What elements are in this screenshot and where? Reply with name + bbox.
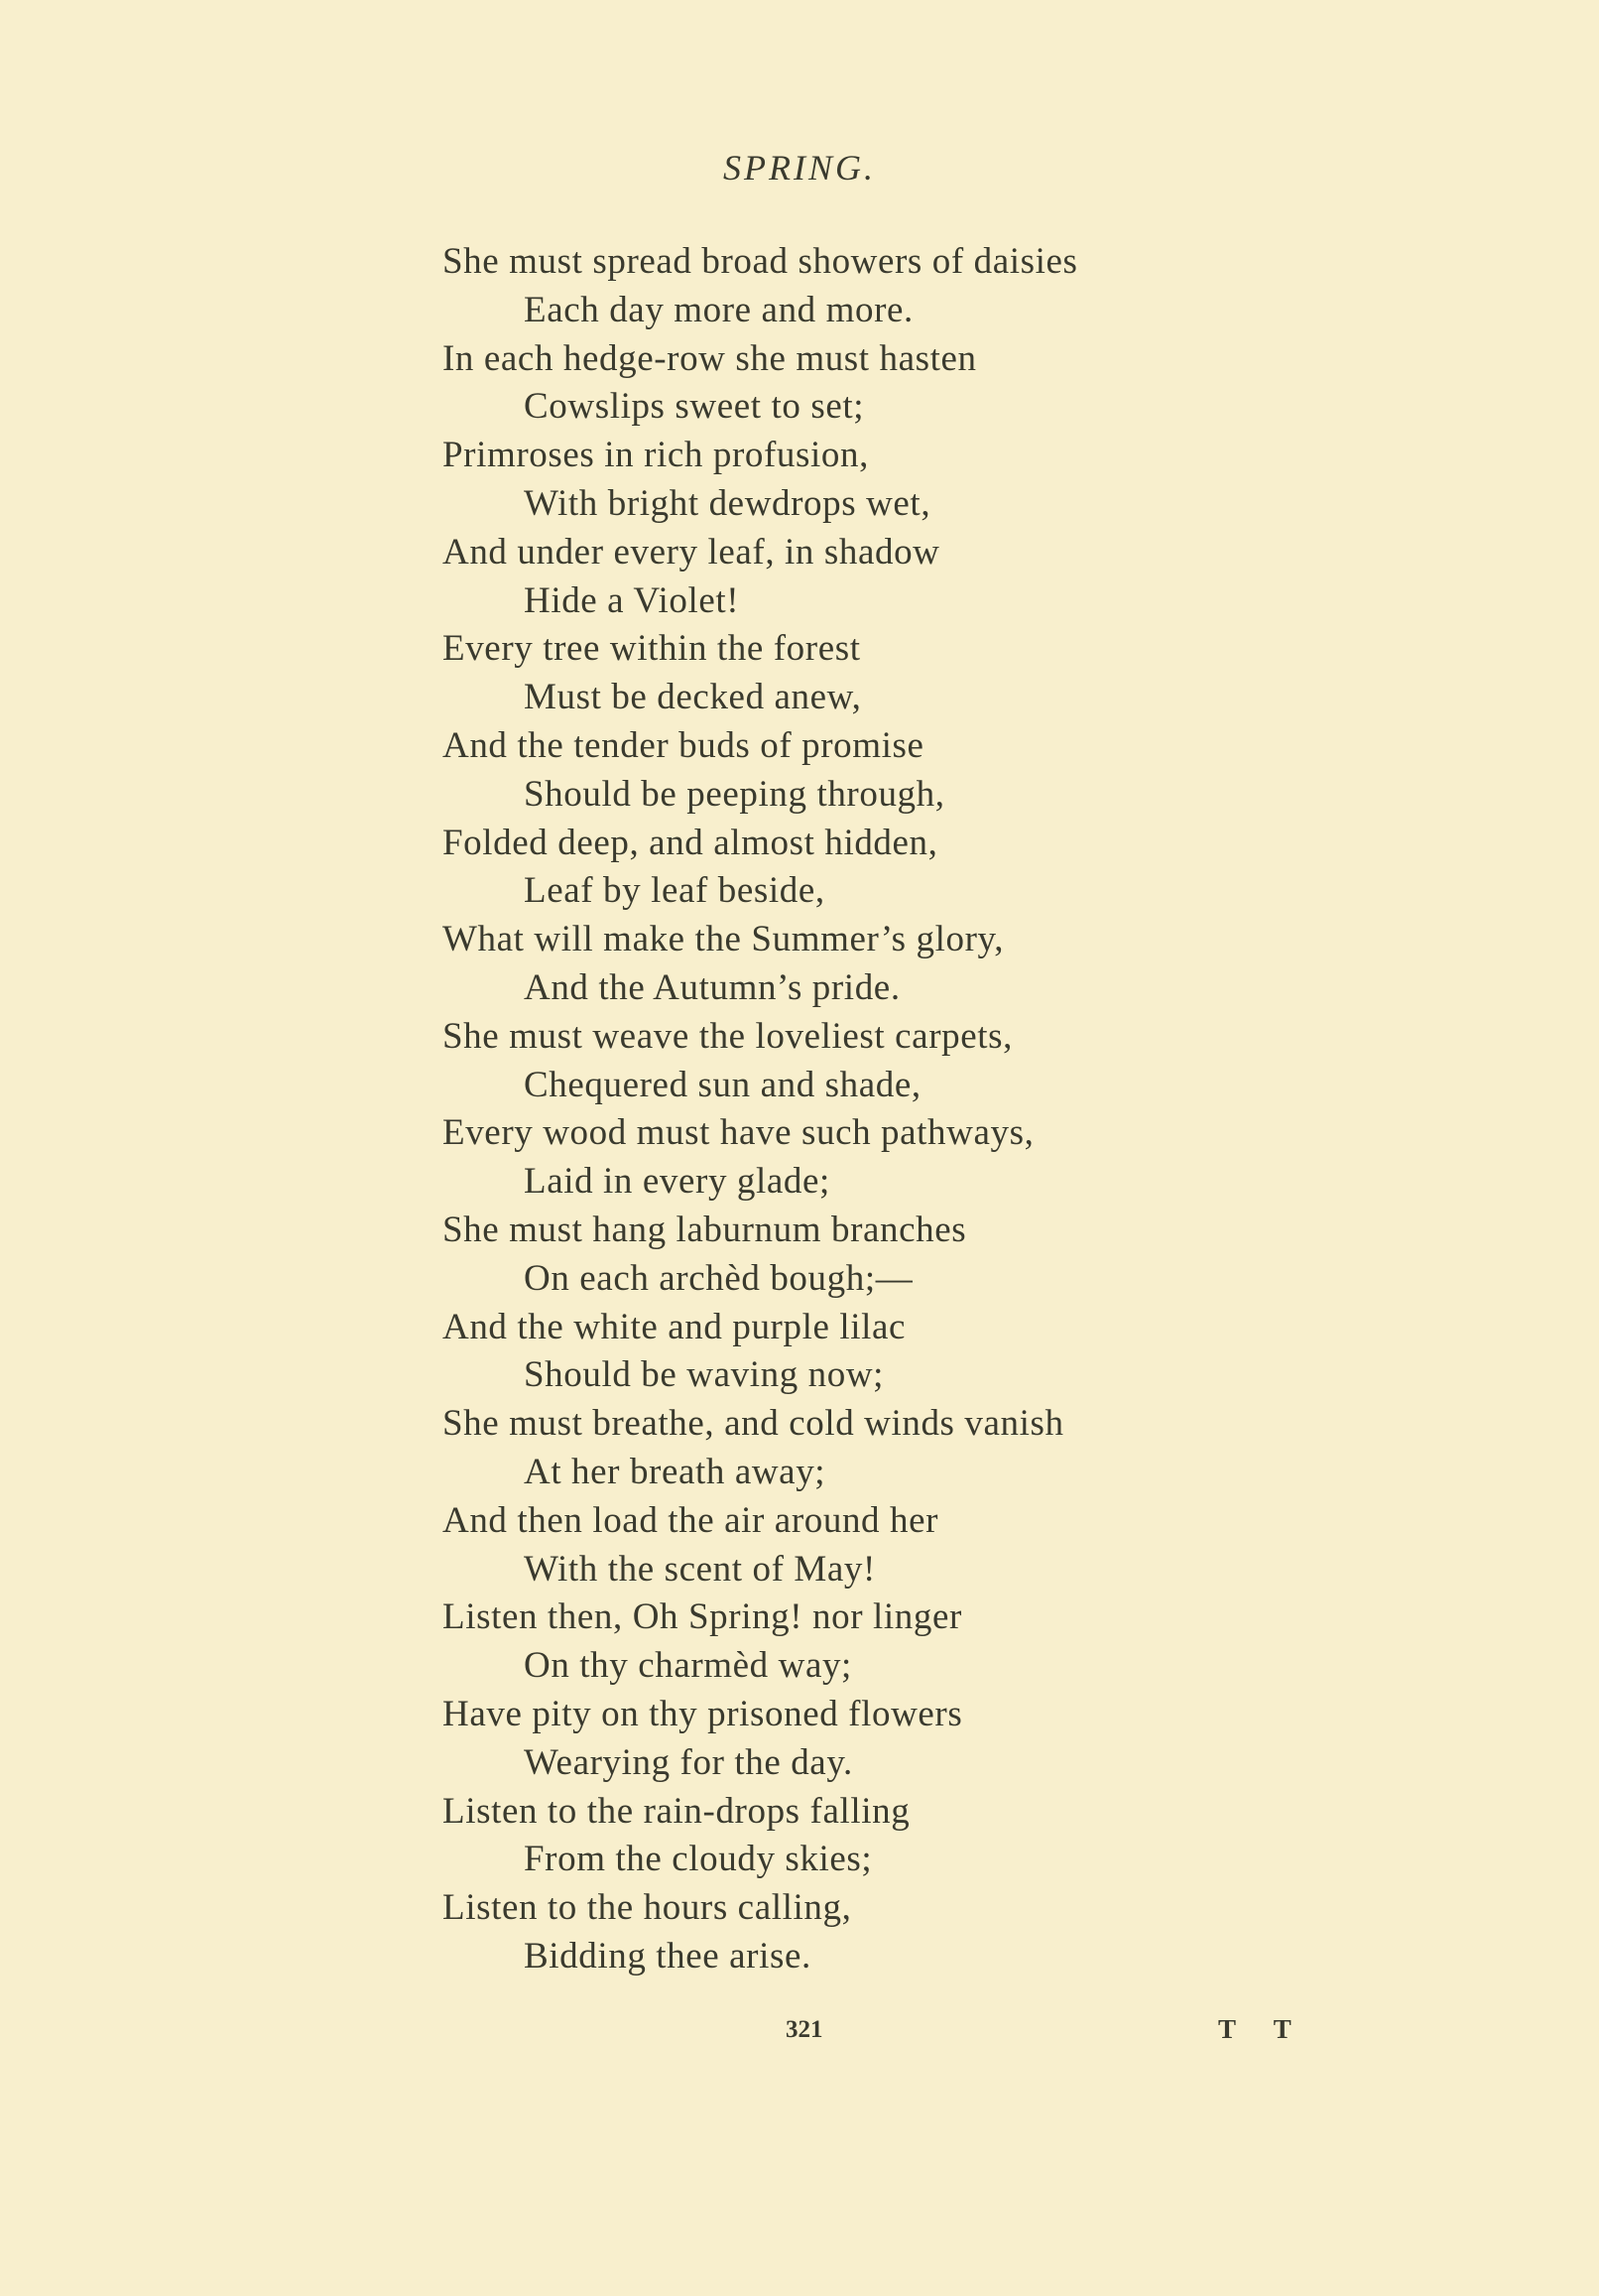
poem-line: In each hedge-row she must hasten	[442, 337, 977, 379]
poem-line: She must spread broad showers of daisies	[442, 241, 1078, 282]
poem-line: With the scent of May!	[524, 1548, 876, 1590]
page-title: SPRING.	[723, 148, 876, 188]
poem-line: Listen to the rain-drops falling	[442, 1790, 911, 1832]
signature-mark: T T	[1218, 2014, 1307, 2044]
poem-line: Bidding thee arise.	[524, 1935, 811, 1977]
poem-line: Primroses in rich profusion,	[442, 435, 869, 476]
poem-line: Each day more and more.	[524, 289, 914, 330]
poem-line: And then load the air around her	[442, 1499, 939, 1541]
page-number: 321	[786, 2016, 823, 2043]
poem-line: And the Autumn’s pride.	[524, 966, 901, 1008]
poem-line: Every tree within the forest	[442, 628, 861, 670]
poem-line: Laid in every glade;	[524, 1161, 830, 1203]
poem-line: What will make the Summer’s glory,	[442, 919, 1005, 960]
poem-line: Every wood must have such pathways,	[442, 1112, 1035, 1154]
poem-line: And under every leaf, in shadow	[442, 531, 940, 573]
poem-body	[442, 238, 1434, 1981]
poem-line: Leaf by leaf beside,	[524, 870, 825, 912]
poem-line: Have pity on thy prisoned flowers	[442, 1693, 963, 1734]
poem-line: Should be peeping through,	[524, 773, 945, 815]
poem-line: Listen to the hours calling,	[442, 1887, 852, 1929]
poem-line: Should be waving now;	[524, 1354, 885, 1396]
poem-line: She must weave the loveliest carpets,	[442, 1015, 1013, 1057]
poem-line: Must be decked anew,	[524, 677, 862, 718]
poem-line: Folded deep, and almost hidden,	[442, 822, 938, 863]
poem-line: And the white and purple lilac	[442, 1306, 907, 1347]
poem-line: At her breath away;	[524, 1451, 826, 1492]
poem-line: Listen then, Oh Spring! nor linger	[442, 1596, 962, 1638]
poem-line: Wearying for the day.	[524, 1741, 853, 1783]
poem-line: She must breathe, and cold winds vanish	[442, 1403, 1064, 1445]
poem-line: With bright dewdrops wet,	[524, 482, 931, 524]
poem-line: On each archèd bough;—	[524, 1257, 914, 1299]
poem-line: She must hang laburnum branches	[442, 1209, 967, 1250]
poem-line: Chequered sun and shade,	[524, 1064, 922, 1105]
poem-line: And the tender buds of promise	[442, 724, 924, 766]
poem-line: On thy charmèd way;	[524, 1645, 852, 1687]
poem-line: From the cloudy skies;	[524, 1839, 873, 1880]
poem-line: Hide a Violet!	[524, 579, 740, 621]
poem-line: Cowslips sweet to set;	[524, 386, 865, 428]
